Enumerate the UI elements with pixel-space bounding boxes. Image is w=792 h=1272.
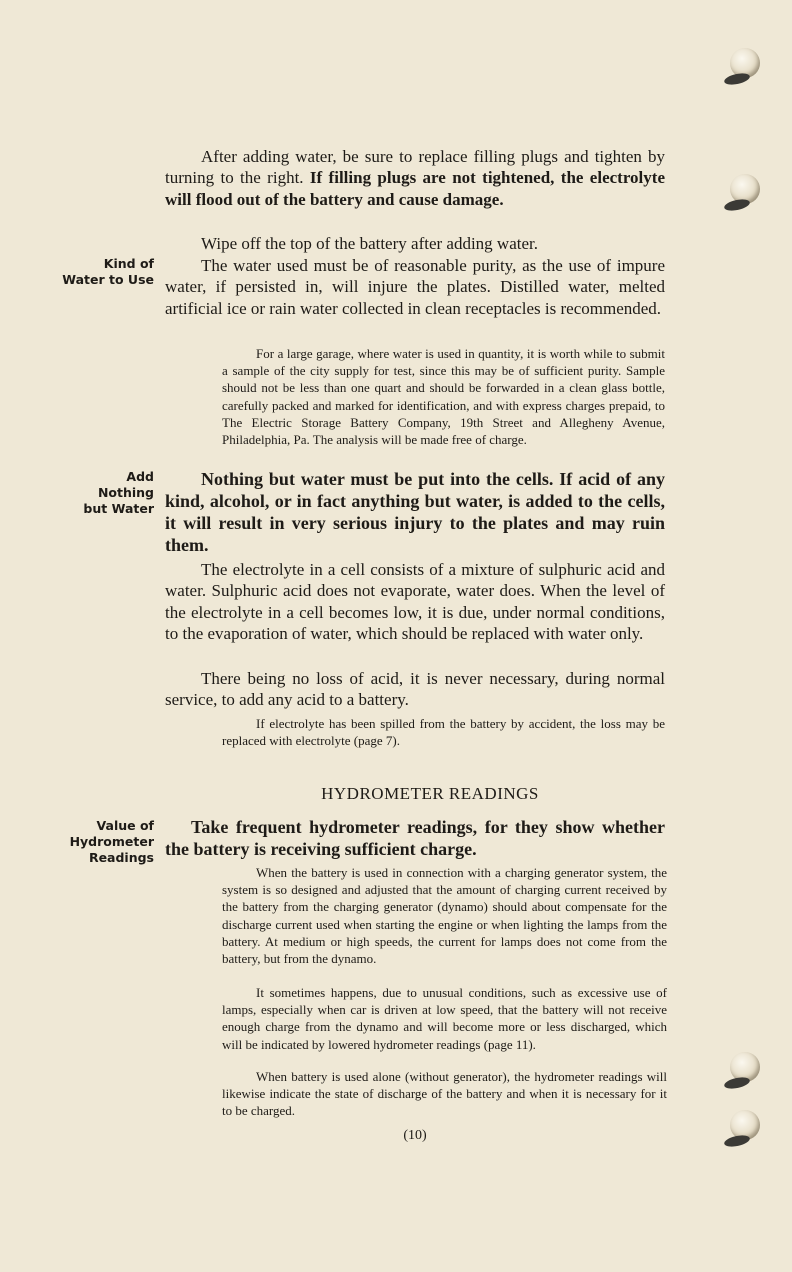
section-heading: HYDROMETER READINGS <box>321 784 539 803</box>
note-garage-sample <box>222 345 665 448</box>
page-number: (10) <box>403 1128 427 1143</box>
note-text: If electrolyte has been spilled from the battery by accident, the loss may be replaced with electrolyte (page 7). <box>222 716 665 749</box>
paragraph-electrolyte: The electrolyte in a cell consists of a mixture of sulphuric acid and water. Sulphuric acid does not evaporate, water does. When the level of the electrolyte in a cell becomes low, it is due, under normal conditions, to the evaporation of water, which should be replaced with water only. <box>165 560 665 643</box>
paragraph-filling-plugs <box>165 146 665 210</box>
warning-text: If filling plugs are not tightened, the electrolyte will flood out of the battery and cause damage. <box>165 168 665 209</box>
note-charging-generator <box>222 864 667 967</box>
note-text: It sometimes happens, due to unusual conditions, such as excessive use of lamps, especially when car is driven at low speed, that the battery will not receive enough charge from the dynamo and will become more or less discharged, which will be indicated by lowered hydrometer readings (page 11). <box>222 985 667 1052</box>
margin-note-line: Water to Use <box>62 272 154 287</box>
margin-note-line: Nothing <box>97 485 154 500</box>
margin-note-line: Readings <box>88 850 154 865</box>
paragraph-no-acid-loss: There being no loss of acid, it is never necessary, during normal service, to add any acid to a battery. <box>165 669 665 710</box>
margin-note-kind-of-water <box>60 256 154 288</box>
paragraph-water-purity: The water used must be of reasonable purity, as the use of impure water, if persisted in, will injure the plates. Distilled water, melted artificial ice or rain water collected in clean receptacles is recommended. <box>165 256 665 318</box>
margin-note-line: Kind of <box>103 256 154 271</box>
binding-hole-icon <box>730 48 760 78</box>
note-text: For a large garage, where water is used in quantity, it is worth while to submit a sample of the city supply for test, since this may be of sufficient purity. Sample should not be less than one quart and should be forwarded in a clean glass bottle, carefully packed and marked for identification, and with express charges prepaid, to The Electric Storage Battery Company, 19th Street and Allegheny Avenue, Philadelphia, Pa. The analysis will be made free of charge. <box>222 346 665 448</box>
margin-note-line: Add <box>126 469 154 484</box>
margin-note-hydrometer <box>60 818 154 866</box>
note-unusual-conditions <box>222 984 667 1053</box>
warning-nothing-but-water: Nothing but water must be put into the cells. If acid of any kind, alcohol, or in fact anything but water, is added to the cells, it will result in very serious injury to the plates and may ruin them. <box>165 469 665 555</box>
margin-note-line: Value of <box>96 818 154 833</box>
margin-note-nothing-but-water <box>60 469 154 517</box>
paragraph-text: After adding water, be sure to replace filling plugs and tighten by turning to the right. <box>165 147 665 188</box>
paragraph-wipe: Wipe off the top of the battery after adding water. <box>201 234 538 253</box>
warning-hydrometer: Take frequent hydrometer readings, for they show whether the battery is receiving sufficient charge. <box>165 817 665 859</box>
note-battery-alone <box>222 1068 667 1120</box>
margin-note-line: Hydrometer <box>69 834 154 849</box>
note-spilled-electrolyte <box>222 715 665 749</box>
margin-note-line: but Water <box>83 501 154 516</box>
note-text: When the battery is used in connection with a charging generator system, the system is so designed and adjusted that the amount of charging current received by the battery from the charging generator (dynamo) should about compensate for the discharge current used when starting the engine or when lighting the lamps from the battery. At medium or high speeds, the current for lamps does not come from the battery, but from the dynamo. <box>222 865 667 967</box>
binding-hole-icon <box>730 174 760 204</box>
binding-hole-icon <box>730 1052 760 1082</box>
note-text: When battery is used alone (without generator), the hydrometer readings will likewise indicate the state of discharge of the battery and when it is necessary for it to be charged. <box>222 1069 667 1119</box>
